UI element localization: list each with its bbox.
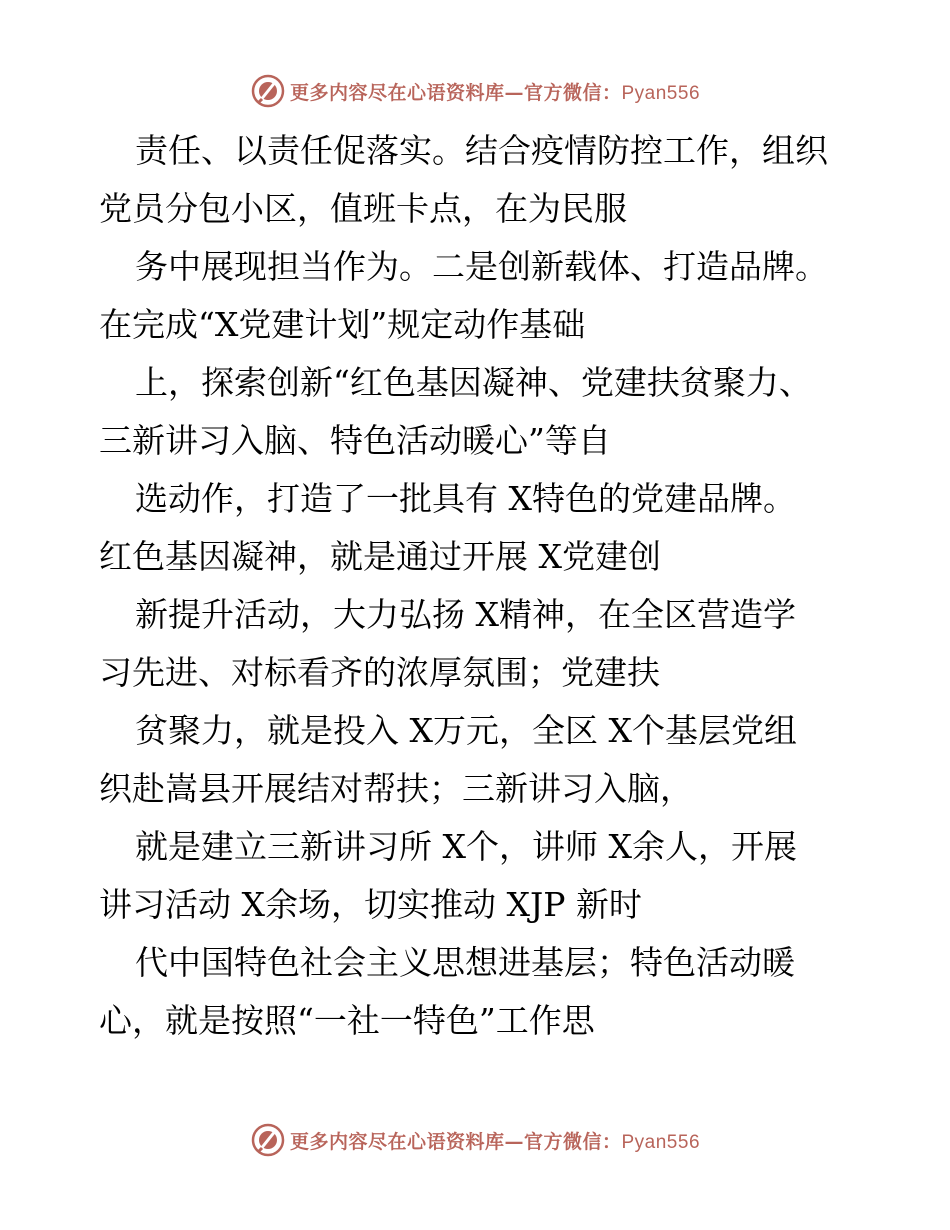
text-line: 党员分包小区，值班卡点，在为民服 [99, 189, 627, 228]
text-line: 三新讲习入脑、特色活动暖心”等自 [99, 421, 611, 460]
header-text [290, 78, 700, 105]
pen-logo-icon [250, 1122, 286, 1158]
text-line: 务中展现担当作为。二是创新载体、打造品牌。 [135, 247, 828, 286]
footer-label: 官方微信： [523, 1130, 622, 1153]
text-line: 就是建立三新讲习所 X个，讲师 X余人，开展 [135, 827, 797, 866]
footer-wechat-id: Pyan556 [621, 1131, 701, 1153]
text-line: 新提升活动，大力弘扬 X精神，在全区营造学 [135, 595, 796, 634]
text-line: 选动作，打造了一批具有 X特色的党建品牌。 [135, 479, 796, 518]
text-line: 在完成“X党建计划”规定动作基础 [99, 305, 586, 344]
text-line: 贫聚力，就是投入 X万元，全区 X个基层党组 [135, 711, 797, 750]
text-line: 上，探索创新“红色基因凝神、党建扶贫聚力、 [135, 363, 812, 402]
footer-banner [0, 1120, 950, 1160]
text-line: 代中国特色社会主义思想进基层；特色活动暖 [135, 943, 795, 982]
footer-text [290, 1127, 700, 1154]
header-separator: — [504, 81, 524, 104]
document-body [99, 122, 899, 1050]
text-line: 心，就是按照“一社一特色”工作思 [99, 1001, 595, 1040]
text-line: 红色基因凝神，就是通过开展 X党建创 [99, 537, 661, 576]
header-brand: 更多内容尽在心语资料库 [289, 81, 505, 104]
header-banner [0, 71, 950, 111]
text-line: 责任、以责任促落实。结合疫情防控工作，组织 [135, 131, 828, 170]
text-line: 织赴嵩县开展结对帮扶；三新讲习入脑， [99, 769, 693, 808]
text-line: 讲习活动 X余场，切实推动 XJP 新时 [99, 885, 642, 924]
header-wechat-id: Pyan556 [621, 82, 701, 104]
text-line: 习先进、对标看齐的浓厚氛围；党建扶 [99, 653, 660, 692]
footer-brand: 更多内容尽在心语资料库 [289, 1130, 505, 1153]
footer-separator: — [504, 1130, 524, 1153]
header-label: 官方微信： [523, 81, 622, 104]
pen-logo-icon [250, 73, 286, 109]
